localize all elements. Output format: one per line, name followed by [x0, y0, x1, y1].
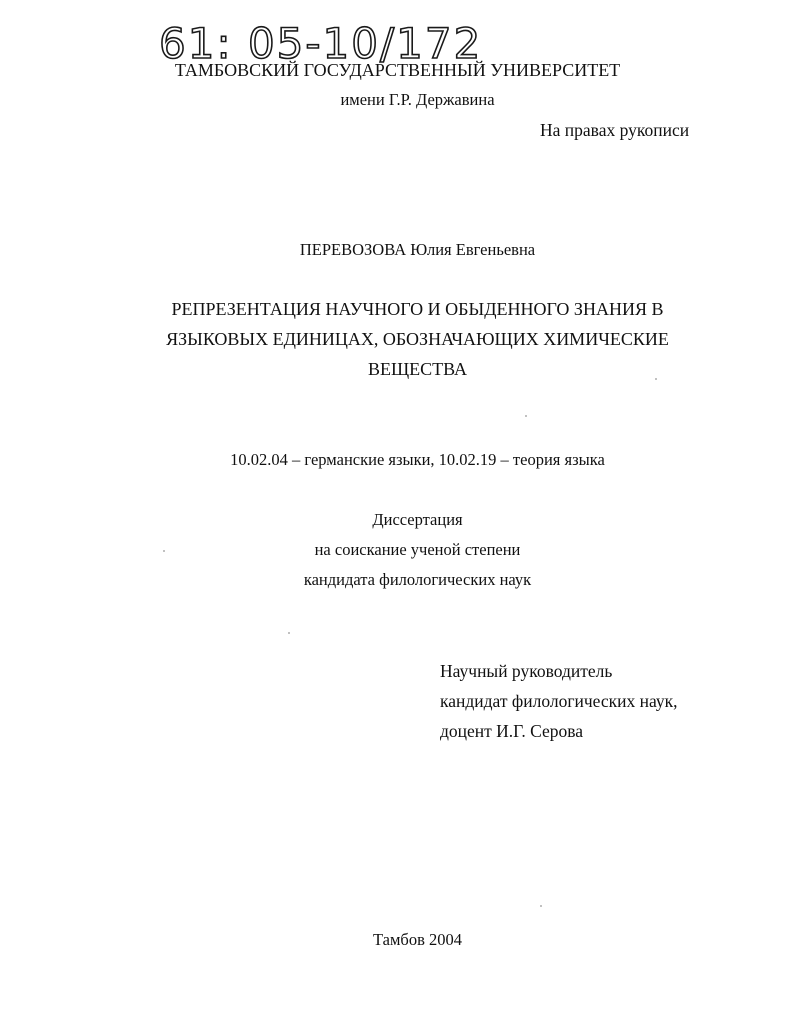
scan-speck [163, 550, 165, 552]
scan-speck [540, 905, 542, 907]
author-name: ПЕРЕВОЗОВА Юлия Евгеньевна [299, 240, 536, 259]
title-line-2: ЯЗЫКОВЫХ ЕДИНИЦАХ, ОБОЗНАЧАЮЩИХ ХИМИЧЕСКИЕ [166, 329, 669, 349]
title-line-1: РЕПРЕЗЕНТАЦИЯ НАУЧНОГО И ОБЫДЕННОГО ЗНАНИЯ В [171, 299, 664, 319]
scan-speck [525, 415, 527, 417]
scan-speck [655, 378, 657, 380]
supervisor-line-2: кандидат филологических наук, [440, 691, 678, 711]
handwritten-archive-number-text: 61: 05-10/172 [159, 19, 483, 68]
dissertation-line-1: Диссертация [372, 510, 463, 529]
university-name: ТАМБОВСКИЙ ГОСУДАРСТВЕННЫЙ УНИВЕРСИТЕТ [174, 60, 621, 80]
supervisor-line-3: доцент И.Г. Серова [440, 721, 584, 741]
dissertation-line-3: кандидата филологических наук [303, 570, 532, 589]
manuscript-rights-note: На правах рукописи [540, 120, 690, 140]
supervisor-line-1: Научный руководитель [440, 661, 613, 681]
city-year: Тамбов 2004 [373, 930, 462, 949]
dissertation-line-2: на соискание ученой степени [314, 540, 521, 559]
title-line-3: ВЕЩЕСТВА [367, 359, 468, 379]
specialties: 10.02.04 – германские языки, 10.02.19 – теория языка [230, 450, 605, 469]
university-named-after: имени Г.Р. Державина [340, 90, 495, 109]
scan-speck [288, 632, 290, 634]
